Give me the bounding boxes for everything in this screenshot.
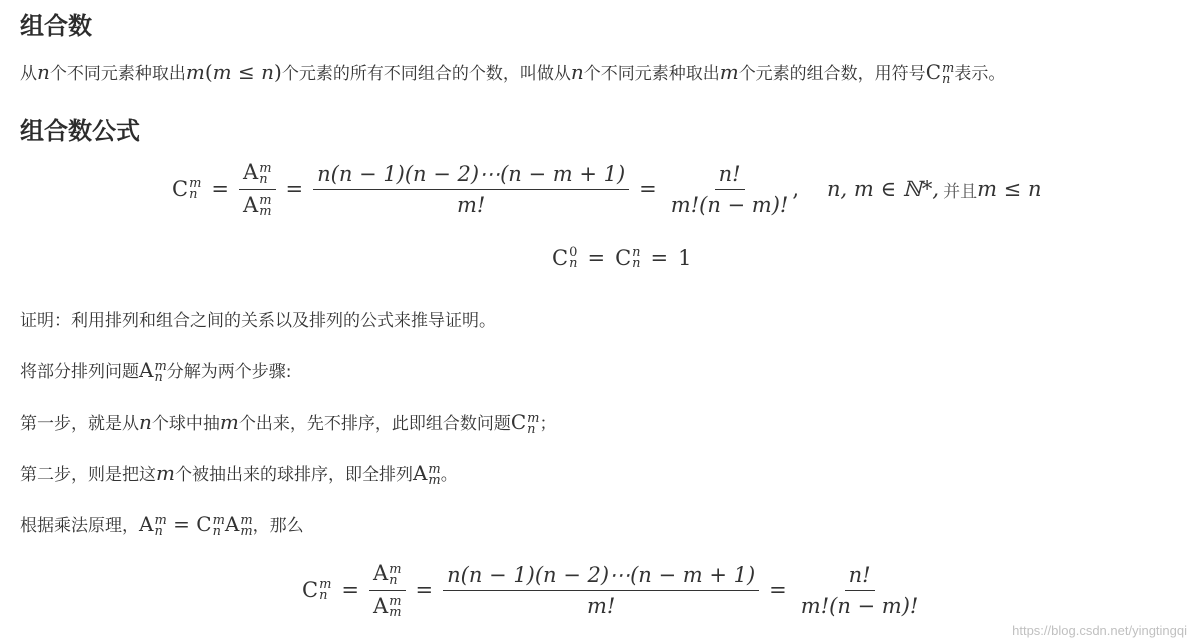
math-m-le-n: m (185, 60, 205, 84)
def-text-1: 从 (20, 64, 37, 84)
step-intro-paragraph: 将部分排列问题A m n 分解为两个步骤: (20, 358, 292, 385)
step2-paragraph: 第二步，则是把这m个被抽出来的球排序，即全排列A m m 。 (20, 461, 458, 488)
final-product-denominator: m! (586, 593, 616, 618)
condition-relation: m ≤ n (977, 177, 1042, 201)
multiplication-paragraph: 根据乘法原理，A m n = C m n A m m ，那么 (20, 512, 304, 539)
product-numerator: n(n − 1)(n − 2)⋯(n − m + 1) (313, 162, 629, 190)
product-denominator: m! (456, 192, 486, 217)
condition-vars: n, m ∈ ℕ*, (827, 177, 940, 201)
final-product-numerator: n(n − 1)(n − 2)⋯(n − m + 1) (443, 563, 759, 591)
final-factorial-numerator: n! (845, 563, 875, 591)
fraction-product (313, 162, 629, 217)
identity-rhs: 1 (678, 246, 692, 270)
def-text-4: 个不同元素种取出 (583, 64, 720, 84)
def-text-6: 表示。 (954, 64, 1006, 84)
definition-paragraph: 从n个不同元素种取出m(m ≤ n)个元素的所有不同组合的个数，叫做从n个不同元素种取出m个元素的组合数，用符号C m n 表示。 (20, 60, 1006, 87)
condition-text: 并且 (943, 181, 978, 202)
watermark-url: https://blog.csdn.net/yingtingqi (1012, 623, 1187, 638)
fraction-A-over-A: A m n A m m (239, 160, 276, 218)
proof-paragraph: 证明：利用排列和组合之间的关系以及排列的公式来推导证明。 (20, 311, 496, 331)
def-text-5: 个元素的组合数，用符号 (738, 64, 926, 84)
final-formula: C m n = A m n A m m = $\frac{n(n - 1)(n - 2)\cdots(n - m + 1)}{m!}$ = $\frac{n!}{m!(n - m)!}$ (302, 561, 922, 619)
math-n: n (37, 60, 50, 84)
identity-formula: C 0 n = C n n = 1 (552, 245, 692, 271)
heading-combination: 组合数 (20, 12, 92, 40)
factorial-numerator: n! (715, 162, 745, 190)
combination-formula: C m n = A m n A m m = $\frac{n(n - 1)(n - 2)\cdots(n - m + 1)}{m!}$ = $\frac{n!}{m!(n - m)!}$ , n, m ∈ ℕ*, 并且 m ≤ n (172, 160, 1042, 219)
heading-formula: 组合数公式 (20, 117, 140, 145)
def-text-3: 个元素的所有不同组合的个数，叫做从 (281, 64, 571, 84)
def-text-2: 个不同元素种取出 (49, 64, 186, 84)
math-symbol-C: C (925, 60, 941, 84)
fraction-factorial (667, 162, 793, 217)
final-factorial-denominator: m!(n − m)! (800, 593, 919, 618)
step1-paragraph: 第一步，就是从n个球中抽m个出来，先不排序，此即组合数问题C m n ； (20, 410, 557, 437)
factorial-denominator: m!(n − m)! (670, 192, 789, 217)
